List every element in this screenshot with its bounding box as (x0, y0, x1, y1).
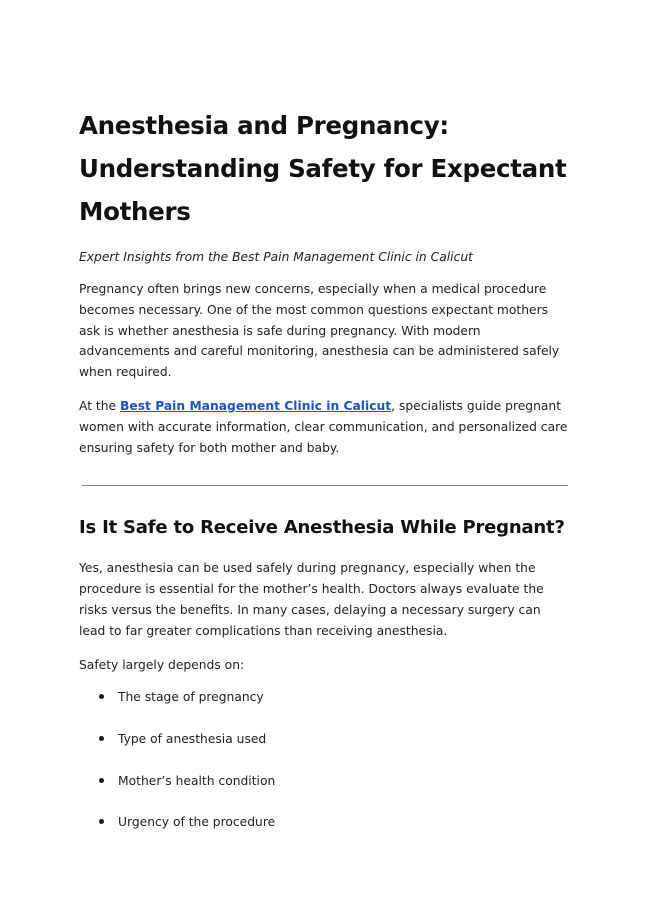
article-subtitle: Expert Insights from the Best Pain Management Clinic in Calicut (79, 250, 473, 264)
section-heading: Is It Safe to Receive Anesthesia While Pregnant? (79, 517, 565, 539)
list-item-text: Mother’s health condition (118, 773, 276, 788)
list-item (79, 687, 569, 707)
list-item-text: The stage of pregnancy (118, 690, 264, 705)
list-item (79, 729, 569, 749)
intro-paragraph: Pregnancy often brings new concerns, especially when a medical procedure becomes necessary. One of the most common questions expectant mothers ask is whether anesthesia is safe during pregnancy. With modern advancements and careful monitoring, anesthesia can be administered safely when required. (79, 282, 560, 380)
bullet-icon (99, 736, 104, 741)
list-item-text: Urgency of the procedure (118, 815, 276, 830)
page-title: Anesthesia and Pregnancy: Understanding Safety for Expectant Mothers (79, 111, 567, 226)
list-intro: Safety largely depends on: (79, 657, 245, 672)
document-page (79, 104, 569, 854)
list-item-text: Type of anesthesia used (118, 731, 267, 746)
clinic-link[interactable]: Best Pain Management Clinic in Calicut (120, 398, 392, 413)
bullet-icon (99, 694, 104, 699)
clinic-paragraph (79, 396, 569, 458)
clinic-paragraph-prefix: At the (79, 398, 121, 413)
section-divider (82, 485, 568, 486)
clinic-paragraph-suffix: , specialists guide pregnant women with accurate information, clear communication, and personalized care ensuring safety for both mother and baby. (79, 398, 568, 455)
list-item (79, 812, 569, 832)
safety-paragraph: Yes, anesthesia can be used safely during pregnancy, especially when the procedure is essential for the mother’s health. Doctors always evaluate the risks versus the benefits. In many cases, delaying a necessary surgery can lead to far greater complications than receiving anesthesia. (79, 561, 544, 638)
safety-factors-list (79, 687, 569, 832)
bullet-icon (99, 778, 104, 783)
list-item (79, 771, 569, 791)
bullet-icon (99, 819, 104, 824)
